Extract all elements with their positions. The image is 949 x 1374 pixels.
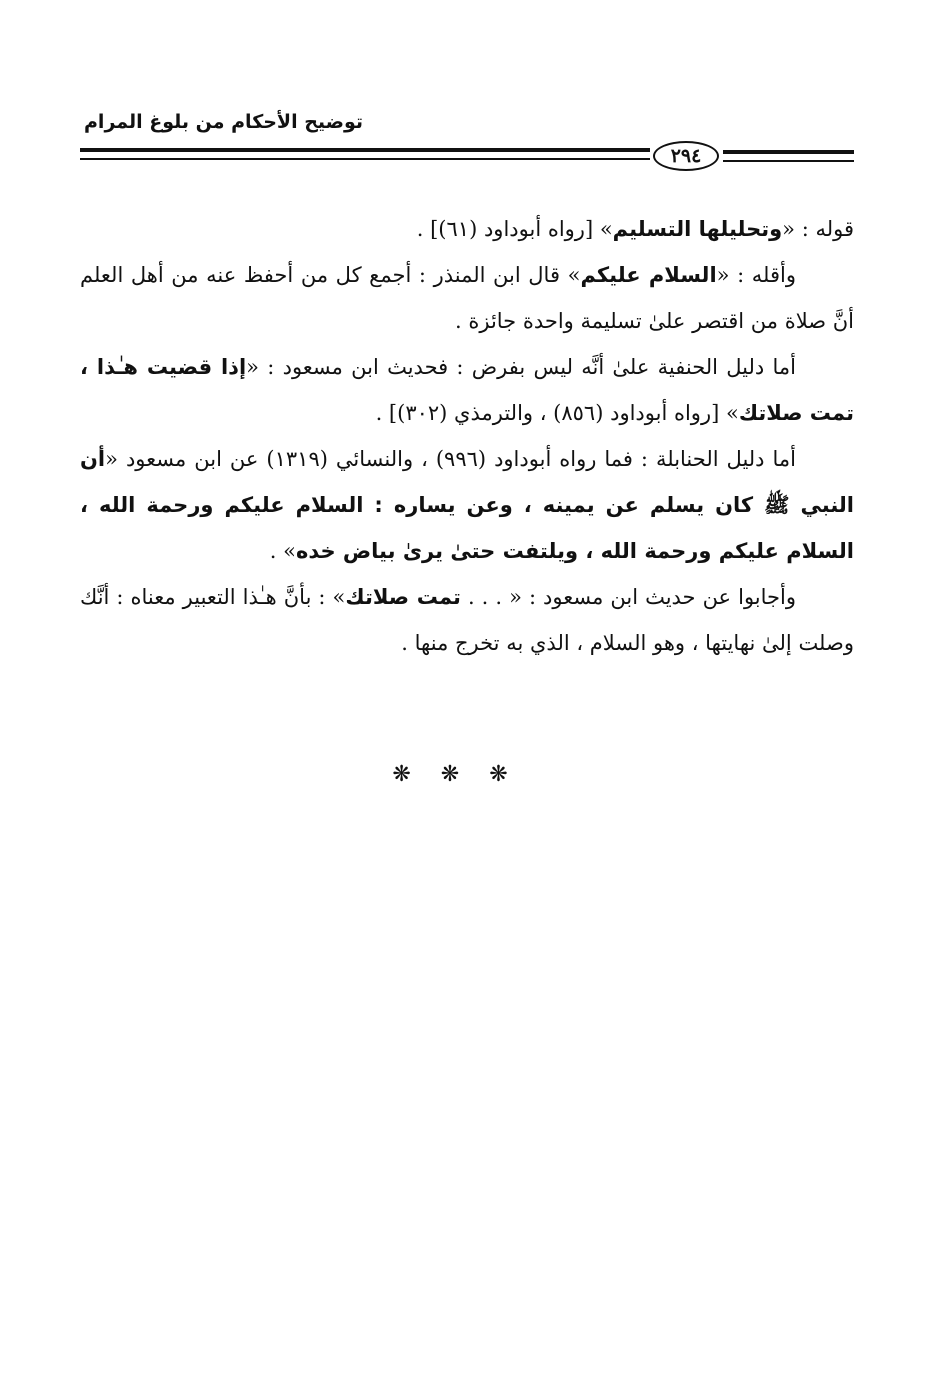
hadith-quote: أن النبي ﷺ كان يسلم عن يمينه ، وعن يساره : السلام عليكم ورحمة الله ، السلام عليكم ورحمة الله ، ويلتفت حتىٰ يرىٰ بياض خده — [80, 447, 854, 563]
hadith-quote: وتحليلها التسليم — [612, 217, 783, 241]
text-run: وأقله : « — [716, 263, 797, 287]
page-number-badge — [647, 138, 727, 176]
paragraph — [80, 344, 854, 436]
hadith-quote: إذا قضيت هـٰذا ، تمت صلاتك — [80, 355, 854, 425]
paragraph — [80, 252, 854, 344]
paragraph — [80, 436, 854, 574]
section-separator-asterisks: ❋❋❋ — [392, 762, 538, 787]
text-run: » قال ابن المنذر : أجمع كل من أحفظ عنه من أهل العلم أنَّ صلاة من اقتصر علىٰ تسليمة واحدة جائزة . — [80, 263, 854, 333]
header-rule-right-bottom — [723, 160, 854, 162]
text-run: » : بأنَّ هـٰذا التعبير معناه : أنَّك وصلت إلىٰ نهايتها ، وهو السلام ، الذي به تخرج منها . — [80, 585, 854, 655]
page-number: ٢٩٤ — [670, 145, 702, 167]
hadith-quote: السلام عليكم — [580, 263, 717, 287]
header-rule-bottom — [80, 158, 650, 160]
text-run: » [رواه أبوداود (٦١)] . — [416, 217, 613, 241]
text-run: وأجابوا عن حديث ابن مسعود : « . . . — [460, 585, 796, 609]
text-run: » [رواه أبوداود (٨٥٦) ، والترمذي (٣٠٢)] . — [375, 401, 739, 425]
text-run: » . — [269, 539, 296, 563]
header-rule-top — [80, 148, 650, 152]
text-run: أما دليل الحنابلة : فما رواه أبوداود (٩٩٦) ، والنسائي (١٣١٩) عن ابن مسعود « — [105, 447, 796, 471]
hadith-quote: تمت صلاتك — [345, 585, 461, 609]
body-text — [80, 206, 854, 666]
text-run: قوله : « — [782, 217, 854, 241]
running-header-title: توضيح الأحكام من بلوغ المرام — [84, 111, 364, 133]
paragraph — [80, 206, 854, 252]
paragraph — [80, 574, 854, 666]
text-run: أما دليل الحنفية علىٰ أنَّه ليس بفرض : فحديث ابن مسعود : « — [246, 355, 796, 379]
header-rule-right-top — [723, 150, 854, 154]
